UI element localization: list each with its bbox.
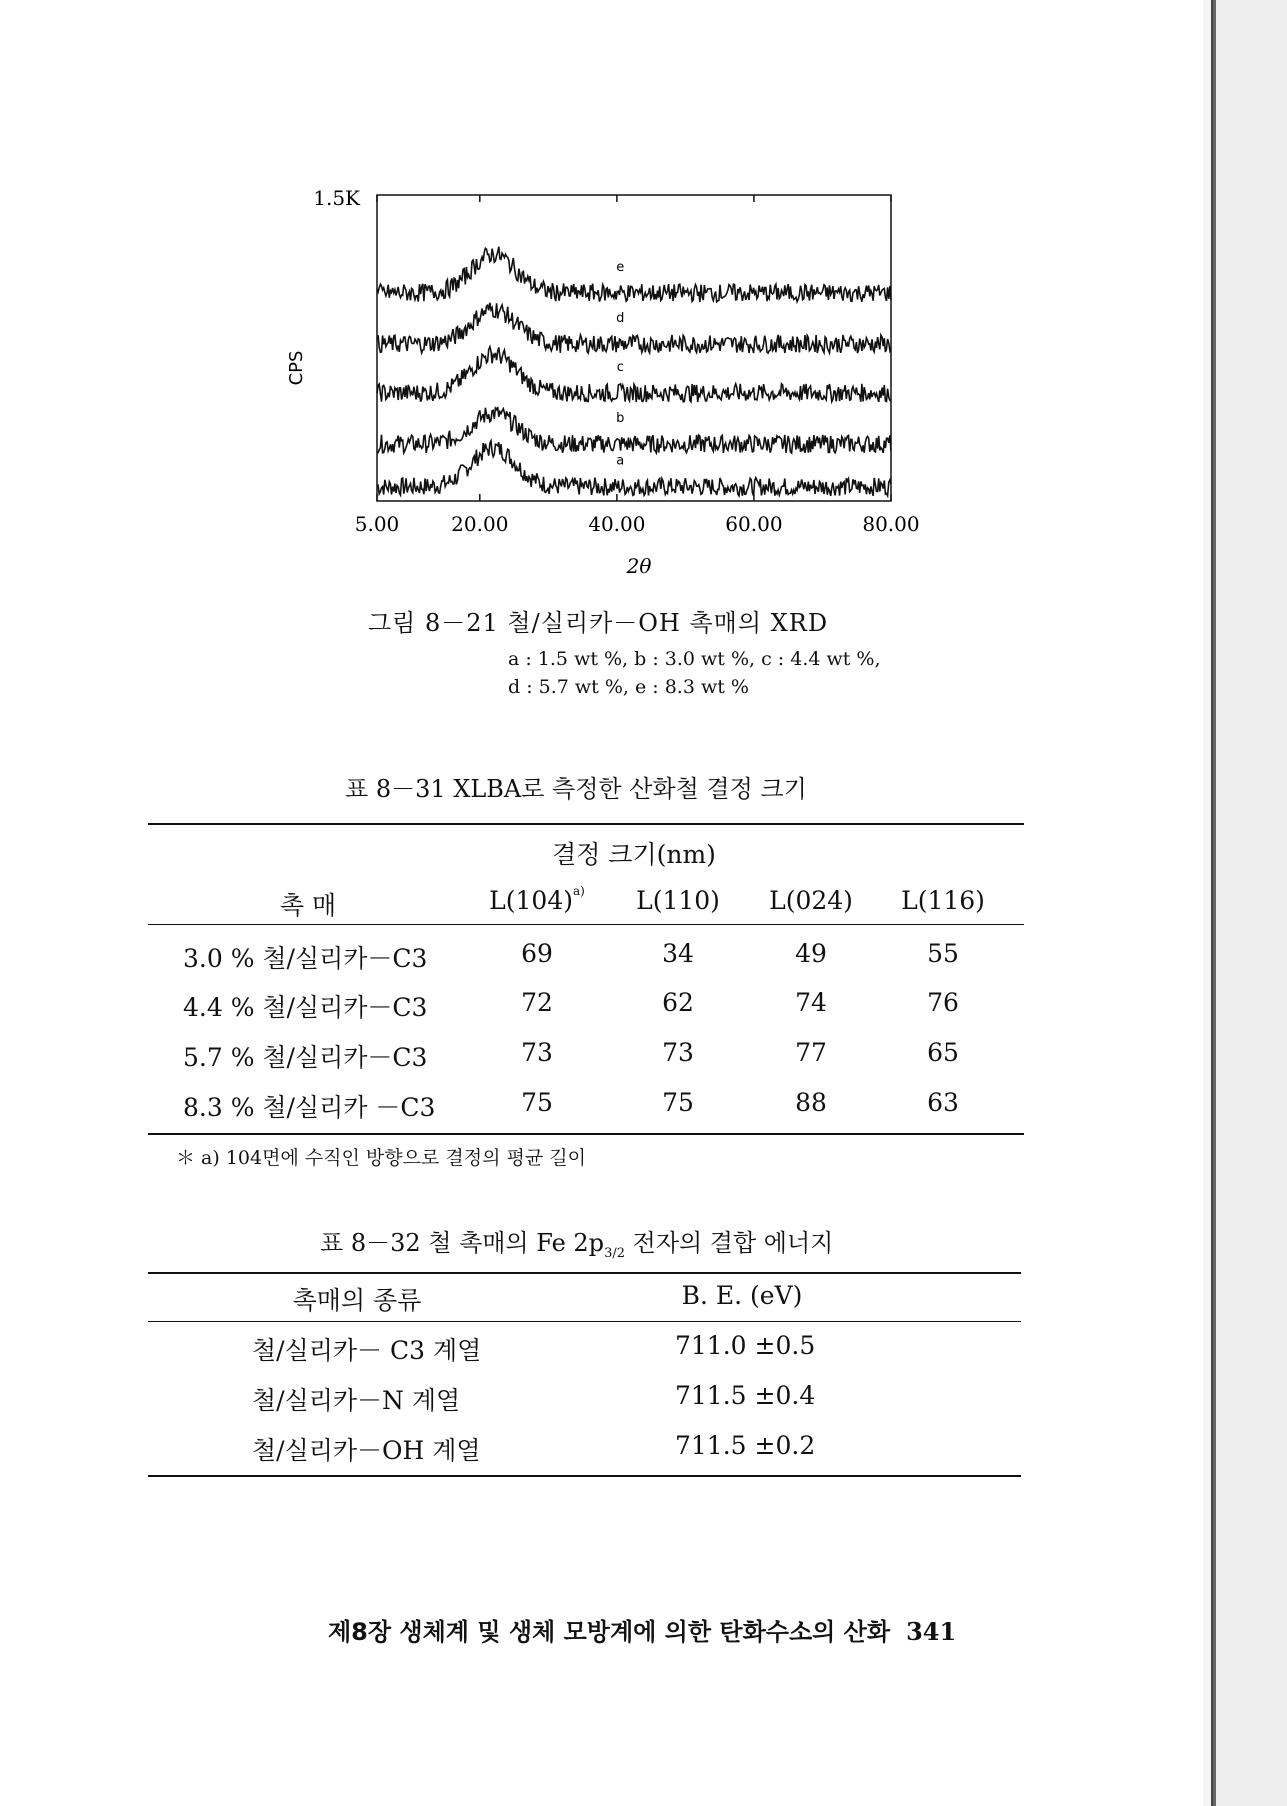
- table1-cell: 77: [795, 1038, 827, 1067]
- series-group: [377, 247, 891, 496]
- table1-cell: 88: [795, 1088, 827, 1117]
- x-tick-label: 20.00: [451, 512, 509, 536]
- table2-top-rule: [148, 1272, 1021, 1274]
- table2-row-label: 철/실리카－N 계열: [252, 1386, 461, 1415]
- x-axis-label: 2θ: [626, 554, 652, 578]
- chapter-title: 제8장 생체계 및 생체 모방계에 의한 탄화수소의 산화: [328, 1618, 891, 1646]
- table1-cell: 65: [927, 1038, 959, 1067]
- series-line-a: [377, 441, 891, 496]
- table1-cell: 49: [795, 939, 827, 968]
- page-number: 341: [906, 1617, 957, 1646]
- table1-cell: 74: [795, 988, 827, 1017]
- series-label-b: b: [616, 410, 625, 426]
- series-label-d: d: [616, 310, 625, 326]
- xrd-chart: [280, 175, 930, 595]
- table1-header-rule: [148, 924, 1024, 925]
- table1-cell: 73: [662, 1038, 694, 1067]
- y-max-label: 1.5K: [313, 186, 360, 210]
- title-sub: 3/2: [604, 1245, 625, 1261]
- figure-caption: 그림 8－21 철/실리카－OH 촉매의 XRD: [368, 609, 829, 637]
- table1-row-label: 8.3 % 철/실리카 －C3: [183, 1093, 436, 1122]
- table2-row-label: 철/실리카－OH 계열: [252, 1436, 481, 1465]
- table1-row-label: 4.4 % 철/실리카－C3: [183, 993, 428, 1022]
- table1-cell: 62: [662, 988, 694, 1017]
- table1-cell: 75: [521, 1088, 553, 1117]
- table1-cell: 76: [927, 988, 959, 1017]
- table1-row-header: 촉 매: [279, 891, 337, 920]
- y-axis-label: CPS: [286, 350, 307, 386]
- x-tick-label: 80.00: [862, 512, 920, 536]
- series-line-b: [377, 407, 891, 453]
- table1-col-header: L(024): [769, 886, 853, 915]
- x-tick-labels: [355, 512, 920, 536]
- table1-col-header: [489, 886, 585, 915]
- table1-top-rule: [148, 823, 1024, 825]
- title-prefix: 표 8－32 철 촉매의 Fe 2p: [320, 1229, 605, 1257]
- page-footer: [328, 1612, 956, 1647]
- table1-group-header: 결정 크기(nm): [552, 840, 716, 869]
- background-gutter: [1216, 0, 1287, 1806]
- series-label-a: a: [616, 453, 625, 469]
- col-sup: a): [572, 884, 585, 898]
- series-label-e: e: [616, 259, 625, 275]
- table1-footnote: ＊ a) 104면에 수직인 방향으로 결정의 평균 길이: [176, 1147, 586, 1169]
- table2-header: 촉매의 종류: [292, 1286, 422, 1315]
- page-edge: [1203, 0, 1213, 1806]
- table2-cell: 711.5 ±0.4: [675, 1381, 816, 1410]
- figure-note-line2: d : 5.7 wt %, e : 8.3 wt %: [508, 676, 749, 698]
- table2-row-label: 철/실리카－ C3 계열: [252, 1336, 482, 1365]
- series-label-c: c: [616, 359, 624, 375]
- table1-cell: 63: [927, 1088, 959, 1117]
- table1-cell: 73: [521, 1038, 553, 1067]
- table1-col-header: L(110): [636, 886, 720, 915]
- table2-header: B. E. (eV): [681, 1281, 803, 1310]
- x-tick-label: 60.00: [725, 512, 783, 536]
- table1-col-header: L(116): [901, 886, 985, 915]
- table1-cell: 34: [662, 939, 694, 968]
- table1-cell: 75: [662, 1088, 694, 1117]
- series-line-e: [377, 247, 891, 302]
- series-line-c: [377, 347, 891, 402]
- table1-row-label: 5.7 % 철/실리카－C3: [183, 1043, 428, 1072]
- table1-cell: 55: [927, 939, 959, 968]
- figure-note-line1: a : 1.5 wt %, b : 3.0 wt %, c : 4.4 wt %,: [508, 648, 881, 670]
- x-tick-label: 40.00: [588, 512, 646, 536]
- col-label: L(104): [489, 886, 573, 915]
- table1-row-label: 3.0 % 철/실리카－C3: [183, 944, 428, 973]
- table1-cell: 69: [521, 939, 553, 968]
- x-tick-label: 5.00: [354, 512, 400, 536]
- table2-header-rule: [148, 1321, 1021, 1322]
- series-line-d: [377, 303, 891, 353]
- table1-bottom-rule: [148, 1133, 1024, 1135]
- table2-cell: 711.5 ±0.2: [675, 1431, 816, 1460]
- table1-cell: 72: [521, 988, 553, 1017]
- table2-title: [320, 1223, 833, 1261]
- table1-title: 표 8－31 XLBA로 측정한 산화철 결정 크기: [345, 775, 807, 803]
- table2-bottom-rule: [148, 1475, 1021, 1477]
- table2-cell: 711.0 ±0.5: [675, 1331, 816, 1360]
- title-suffix: 전자의 결합 에너지: [624, 1229, 834, 1257]
